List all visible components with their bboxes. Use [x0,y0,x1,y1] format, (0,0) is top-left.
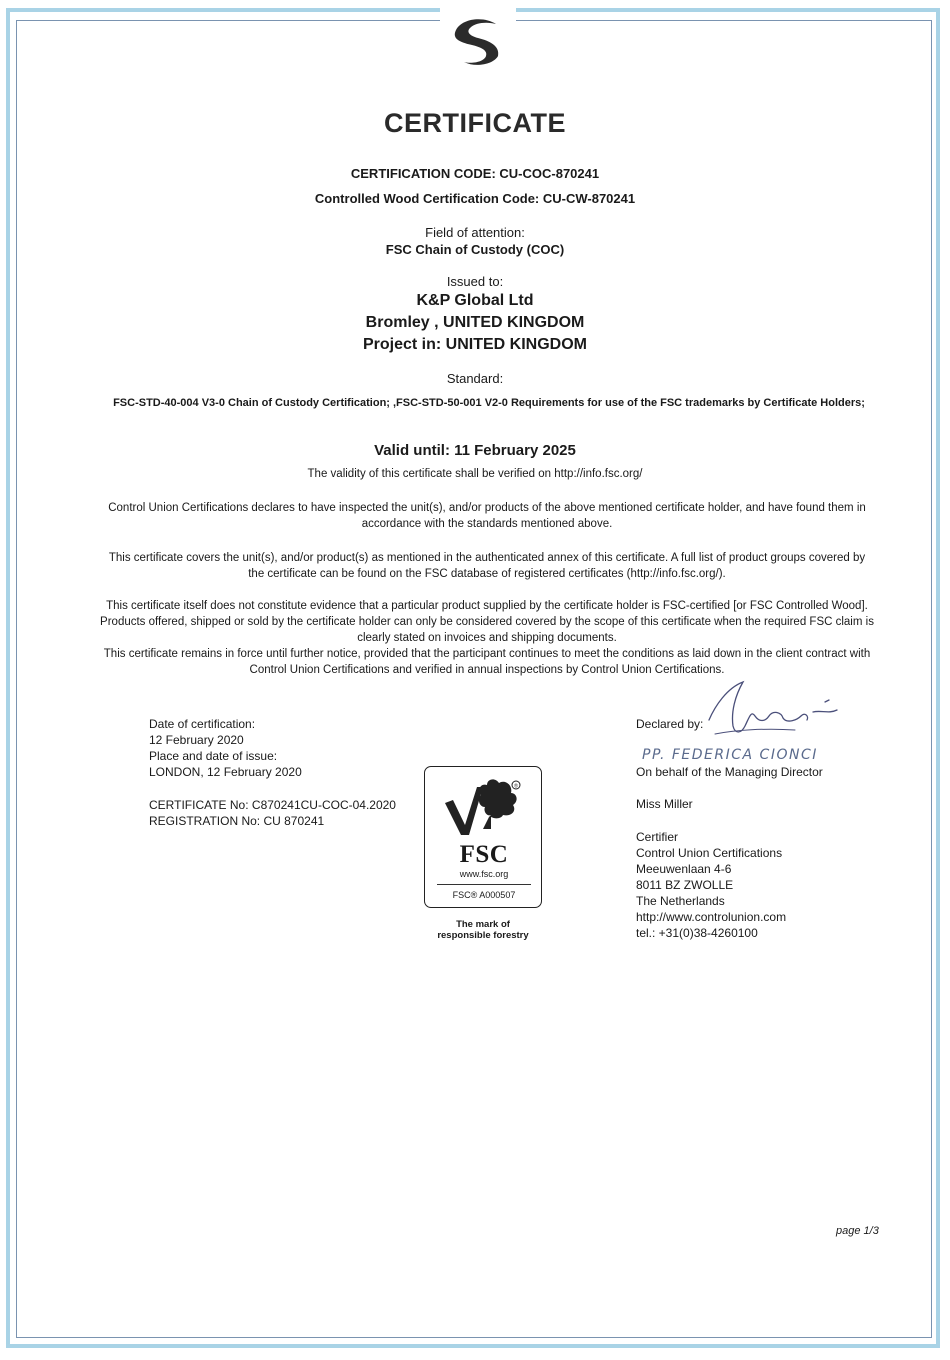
fsc-caption-line1: The mark of [456,919,510,930]
date-label: Date of certification: [149,717,256,731]
fsc-tree-checkmark-icon [425,767,543,843]
coverage-paragraph: This certificate covers the unit(s), and/or product(s) as mentioned in the authenticated annex of this certificate. A full list of product groups covered by the certificate can be found on the FSC database of registered certificates (http://info.fsc.org/). [108,552,866,580]
standard-label: Standard: [446,371,504,386]
place-label: Place and date of issue: [149,749,278,763]
certifier-block [636,829,786,941]
field-of-attention-value: FSC Chain of Custody (COC) [385,242,565,257]
issued-to-project: Project in: UNITED KINGDOM [362,336,587,353]
evidence-text: This certificate itself does not constitute evidence that a particular product supplied by the certificate holder is FSC-certified [or FSC Controlled Wood]. Products offered, shipped or sold by the certificate holder can only be considered covered by the scope of this certificate when the required FSC claim is clearly stated on invoices and shipping documents. [100,600,874,644]
fsc-logo [424,766,542,908]
certifier-phone: tel.: +31(0)38-4260100 [636,926,758,940]
standard-value: FSC-STD-40-004 V3-0 Chain of Custody Certification; ,FSC-STD-50-001 V2-0 Requirements for use of the FSC trademarks by Certificate Holders; [113,397,865,409]
certification-code: CERTIFICATION CODE: CU-COC-870241 [350,166,600,181]
certificate-number: CERTIFICATE No: C870241CU-COC-04.2020 [149,798,396,812]
controlled-wood-code: Controlled Wood Certification Code: CU-CW-870241 [314,191,636,206]
certificate-details [149,716,396,829]
certifier-country: The Netherlands [636,894,725,908]
certificate-title: CERTIFICATE [384,108,566,138]
evidence-paragraph [100,598,874,678]
certifier-address1: Meeuwenlaan 4-6 [636,862,732,876]
control-union-wave-icon [440,8,516,70]
certifier-website: http://www.controlunion.com [636,910,787,924]
date-value: 12 February 2020 [149,733,244,747]
certifier-label: Certifier [636,830,679,844]
handwritten-name [640,742,850,764]
issued-to-location: Bromley , UNITED KINGDOM [365,314,585,331]
page-number: page 1/3 [836,1225,879,1237]
svg-text:PP. FEDERICA CIONCI: PP. FEDERICA CIONCI [642,747,818,763]
registered-mark: ® [514,783,518,790]
validity-note: The validity of this certificate shall be verified on http://info.fsc.org/ [307,468,643,480]
place-value: LONDON, 12 February 2020 [149,765,302,779]
fsc-caption [420,919,546,941]
declared-by-label: Declared by: [636,717,704,731]
fsc-license: FSC® A000507 [452,890,516,900]
signature [705,676,850,742]
valid-until: Valid until: 11 February 2025 [374,442,576,459]
certifier-name: Control Union Certifications [636,846,783,860]
fsc-wordmark: FSC [459,841,509,868]
issued-to-label: Issued to: [446,274,504,289]
fsc-divider [437,884,531,885]
fsc-caption-line2: responsible forestry [437,930,529,941]
fsc-url: www.fsc.org [459,869,509,879]
declaration-paragraph: Control Union Certifications declares to have inspected the unit(s), and/or products of the above mentioned certificate holder, and have found them in accordance with the standards mentioned above. [108,502,866,530]
force-text: This certificate remains in force until further notice, provided that the participant continues to meet the conditions as laid down in the client contract with Control Union Certifications and verified in annual inspections by Control Union Certifications. [103,648,871,676]
on-behalf-text: On behalf of the Managing Director [636,765,823,779]
issued-to-company: K&P Global Ltd [416,292,534,309]
certifier-address2: 8011 BZ ZWOLLE [636,878,734,892]
registration-number: REGISTRATION No: CU 870241 [149,814,325,828]
field-of-attention-label: Field of attention: [425,225,525,240]
signatory-name: Miss Miller [636,797,693,811]
